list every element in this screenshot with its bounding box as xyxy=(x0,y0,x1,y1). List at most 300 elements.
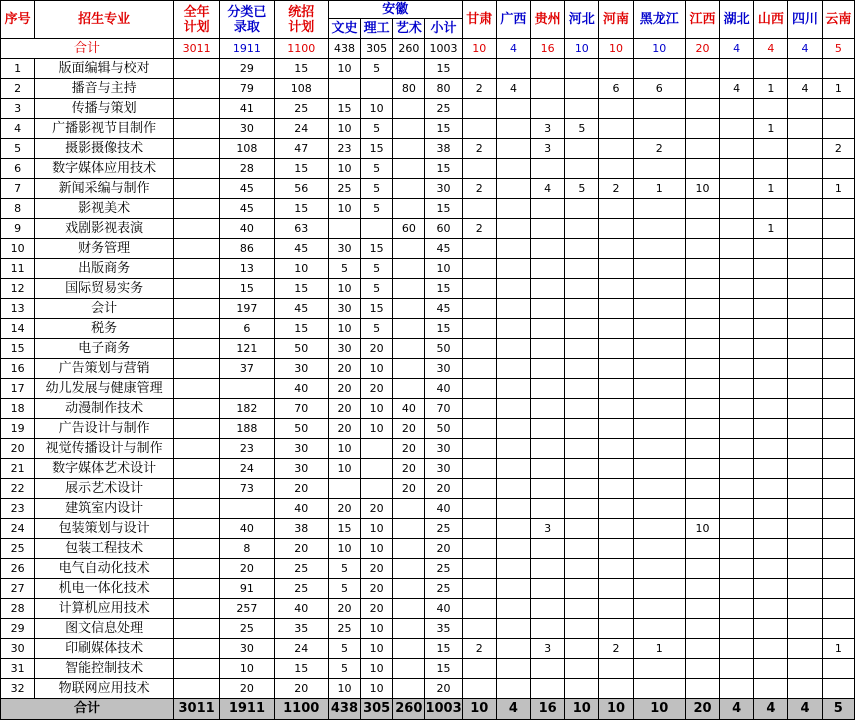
row-major: 广告设计与制作 xyxy=(35,419,174,439)
row-cell xyxy=(565,359,599,379)
row-cell xyxy=(754,259,788,279)
row-cell xyxy=(393,639,425,659)
row-cell xyxy=(393,359,425,379)
row-cell: 2 xyxy=(599,639,633,659)
row-cell xyxy=(685,539,719,559)
row-cell xyxy=(496,359,530,379)
row-cell: 30 xyxy=(425,179,462,199)
row-cell: 24 xyxy=(220,459,274,479)
row-cell xyxy=(531,439,565,459)
row-cell xyxy=(565,279,599,299)
row-cell xyxy=(685,419,719,439)
row-cell xyxy=(393,199,425,219)
row-cell xyxy=(788,179,822,199)
summary-bottom-cell: 4 xyxy=(496,699,530,720)
row-cell xyxy=(173,679,219,699)
summary-bottom-cell: 4 xyxy=(754,699,788,720)
row-cell xyxy=(173,539,219,559)
row-cell: 25 xyxy=(274,99,328,119)
header-plan-full-year: 全年 计划 xyxy=(173,1,219,39)
row-cell: 2 xyxy=(822,139,854,159)
summary-top-cell: 4 xyxy=(496,39,530,59)
row-cell xyxy=(393,179,425,199)
row-major: 版面编辑与校对 xyxy=(35,59,174,79)
row-cell: 2 xyxy=(462,219,496,239)
row-cell: 25 xyxy=(274,579,328,599)
row-cell xyxy=(754,359,788,379)
row-cell xyxy=(496,119,530,139)
row-cell: 25 xyxy=(425,99,462,119)
row-cell: 197 xyxy=(220,299,274,319)
row-cell: 25 xyxy=(274,559,328,579)
row-cell xyxy=(754,639,788,659)
row-cell xyxy=(599,139,633,159)
row-cell xyxy=(173,579,219,599)
summary-top-cell: 16 xyxy=(531,39,565,59)
row-cell xyxy=(788,159,822,179)
row-cell: 45 xyxy=(274,299,328,319)
row-cell: 5 xyxy=(361,199,393,219)
row-seq: 18 xyxy=(1,399,35,419)
row-cell xyxy=(599,199,633,219)
row-cell: 10 xyxy=(220,659,274,679)
row-cell xyxy=(720,139,754,159)
row-cell xyxy=(822,579,854,599)
row-cell xyxy=(462,479,496,499)
row-cell xyxy=(173,219,219,239)
row-cell xyxy=(788,139,822,159)
row-cell xyxy=(633,59,685,79)
row-cell: 45 xyxy=(425,299,462,319)
row-cell: 35 xyxy=(425,619,462,639)
row-cell xyxy=(462,199,496,219)
row-major: 出版商务 xyxy=(35,259,174,279)
row-cell xyxy=(633,559,685,579)
row-cell xyxy=(822,619,854,639)
row-cell xyxy=(788,659,822,679)
row-cell xyxy=(754,479,788,499)
row-seq: 5 xyxy=(1,139,35,159)
row-cell xyxy=(462,119,496,139)
row-major: 税务 xyxy=(35,319,174,339)
row-major: 数字媒体应用技术 xyxy=(35,159,174,179)
row-cell: 70 xyxy=(425,399,462,419)
row-cell xyxy=(788,479,822,499)
row-seq: 10 xyxy=(1,239,35,259)
row-cell xyxy=(496,559,530,579)
row-cell xyxy=(633,499,685,519)
row-cell xyxy=(496,659,530,679)
row-cell xyxy=(496,159,530,179)
header-province-hubei: 湖北 xyxy=(720,1,754,39)
header-province-jiangxi: 江西 xyxy=(685,1,719,39)
row-cell xyxy=(496,459,530,479)
row-cell xyxy=(496,619,530,639)
row-cell xyxy=(754,399,788,419)
row-cell xyxy=(685,579,719,599)
row-cell: 10 xyxy=(685,179,719,199)
row-cell: 20 xyxy=(274,679,328,699)
row-cell xyxy=(173,599,219,619)
row-cell: 6 xyxy=(220,319,274,339)
row-cell xyxy=(822,59,854,79)
row-cell: 15 xyxy=(425,199,462,219)
row-cell xyxy=(393,139,425,159)
row-cell xyxy=(599,659,633,679)
row-cell xyxy=(720,399,754,419)
row-cell xyxy=(565,499,599,519)
row-cell: 10 xyxy=(328,119,360,139)
row-cell: 56 xyxy=(274,179,328,199)
summary-top-cell: 260 xyxy=(393,39,425,59)
row-cell: 30 xyxy=(425,439,462,459)
row-cell xyxy=(720,99,754,119)
row-cell: 45 xyxy=(220,179,274,199)
header-province-guangxi: 广西 xyxy=(496,1,530,39)
summary-top-cell: 1911 xyxy=(220,39,274,59)
row-cell xyxy=(462,279,496,299)
row-cell xyxy=(393,379,425,399)
row-cell xyxy=(754,579,788,599)
row-cell: 10 xyxy=(328,59,360,79)
header-major: 招生专业 xyxy=(35,1,174,39)
header-province-shanxi: 山西 xyxy=(754,1,788,39)
row-major: 广告策划与营销 xyxy=(35,359,174,379)
row-cell: 25 xyxy=(425,519,462,539)
row-seq: 7 xyxy=(1,179,35,199)
table-row xyxy=(1,259,855,279)
row-cell: 10 xyxy=(361,519,393,539)
row-cell xyxy=(462,419,496,439)
row-cell xyxy=(685,639,719,659)
row-cell: 29 xyxy=(220,59,274,79)
row-cell xyxy=(173,619,219,639)
row-cell xyxy=(361,479,393,499)
row-cell xyxy=(531,299,565,319)
row-cell xyxy=(496,239,530,259)
row-cell xyxy=(599,279,633,299)
row-cell xyxy=(565,519,599,539)
table-row xyxy=(1,579,855,599)
row-cell xyxy=(173,439,219,459)
row-cell xyxy=(393,279,425,299)
row-cell: 20 xyxy=(274,539,328,559)
row-cell xyxy=(633,159,685,179)
row-cell: 38 xyxy=(274,519,328,539)
row-cell xyxy=(599,399,633,419)
row-cell xyxy=(599,339,633,359)
table-row xyxy=(1,359,855,379)
row-cell xyxy=(685,59,719,79)
row-cell xyxy=(393,259,425,279)
row-cell xyxy=(685,119,719,139)
summary-top-cell: 10 xyxy=(462,39,496,59)
row-cell xyxy=(565,159,599,179)
table-row xyxy=(1,119,855,139)
row-cell xyxy=(531,539,565,559)
row-cell xyxy=(462,59,496,79)
row-cell xyxy=(720,119,754,139)
row-cell: 35 xyxy=(274,619,328,639)
row-cell xyxy=(361,459,393,479)
row-cell xyxy=(173,399,219,419)
row-cell xyxy=(462,319,496,339)
row-cell xyxy=(822,279,854,299)
row-cell: 25 xyxy=(425,559,462,579)
row-seq: 13 xyxy=(1,299,35,319)
row-cell: 20 xyxy=(220,559,274,579)
row-seq: 2 xyxy=(1,79,35,99)
row-cell: 4 xyxy=(496,79,530,99)
summary-bottom-cell: 3011 xyxy=(173,699,219,720)
table-row xyxy=(1,459,855,479)
summary-bottom-cell: 4 xyxy=(720,699,754,720)
row-cell xyxy=(462,619,496,639)
table-row xyxy=(1,539,855,559)
row-cell: 15 xyxy=(274,199,328,219)
row-cell: 5 xyxy=(361,159,393,179)
row-cell xyxy=(633,379,685,399)
row-cell xyxy=(720,319,754,339)
row-cell xyxy=(822,199,854,219)
row-cell xyxy=(633,359,685,379)
header-anhui-ligong: 理工 xyxy=(361,19,393,39)
row-cell xyxy=(822,399,854,419)
row-major: 广播影视节目制作 xyxy=(35,119,174,139)
row-cell: 10 xyxy=(274,259,328,279)
row-cell xyxy=(633,219,685,239)
summary-bottom-cell: 1911 xyxy=(220,699,274,720)
row-cell xyxy=(633,539,685,559)
table-row xyxy=(1,199,855,219)
row-cell xyxy=(788,279,822,299)
row-cell xyxy=(531,579,565,599)
row-cell xyxy=(754,499,788,519)
row-major: 幼儿发展与健康管理 xyxy=(35,379,174,399)
row-cell xyxy=(462,159,496,179)
row-cell xyxy=(173,479,219,499)
row-cell xyxy=(565,59,599,79)
row-major: 数字媒体艺术设计 xyxy=(35,459,174,479)
row-cell: 40 xyxy=(274,599,328,619)
row-cell xyxy=(754,59,788,79)
row-cell: 10 xyxy=(361,679,393,699)
row-cell: 20 xyxy=(393,459,425,479)
row-cell xyxy=(685,319,719,339)
row-cell xyxy=(496,539,530,559)
row-cell xyxy=(685,299,719,319)
row-cell xyxy=(822,599,854,619)
row-cell: 20 xyxy=(328,419,360,439)
row-cell xyxy=(531,279,565,299)
row-cell xyxy=(685,339,719,359)
row-cell xyxy=(531,459,565,479)
row-cell xyxy=(393,239,425,259)
row-cell xyxy=(685,599,719,619)
row-cell: 86 xyxy=(220,239,274,259)
row-cell xyxy=(565,339,599,359)
header-admitted: 分类已 录取 xyxy=(220,1,274,39)
row-cell: 5 xyxy=(565,179,599,199)
row-cell xyxy=(720,439,754,459)
row-cell: 25 xyxy=(328,619,360,639)
row-seq: 23 xyxy=(1,499,35,519)
row-cell xyxy=(633,339,685,359)
row-cell xyxy=(531,659,565,679)
row-cell xyxy=(462,259,496,279)
row-cell xyxy=(220,499,274,519)
row-cell xyxy=(599,379,633,399)
row-cell: 5 xyxy=(328,559,360,579)
row-cell xyxy=(633,619,685,639)
row-cell: 10 xyxy=(328,279,360,299)
row-cell: 1 xyxy=(822,639,854,659)
table-row xyxy=(1,299,855,319)
row-cell xyxy=(633,419,685,439)
summary-bottom-cell: 10 xyxy=(565,699,599,720)
row-cell xyxy=(685,279,719,299)
row-cell: 10 xyxy=(425,259,462,279)
summary-bottom-row xyxy=(1,699,855,720)
row-cell: 15 xyxy=(328,99,360,119)
row-cell xyxy=(685,559,719,579)
row-cell xyxy=(788,539,822,559)
row-cell: 5 xyxy=(565,119,599,139)
summary-bottom-cell: 4 xyxy=(788,699,822,720)
row-cell: 5 xyxy=(328,259,360,279)
header-anhui: 安徽 xyxy=(328,1,462,19)
row-seq: 20 xyxy=(1,439,35,459)
row-cell xyxy=(328,79,360,99)
row-cell xyxy=(565,659,599,679)
row-cell: 91 xyxy=(220,579,274,599)
row-cell: 20 xyxy=(328,379,360,399)
row-cell xyxy=(496,279,530,299)
row-cell: 20 xyxy=(361,559,393,579)
row-cell: 15 xyxy=(274,279,328,299)
row-cell: 6 xyxy=(633,79,685,99)
row-cell xyxy=(754,599,788,619)
row-seq: 27 xyxy=(1,579,35,599)
row-major: 图文信息处理 xyxy=(35,619,174,639)
summary-top-cell: 438 xyxy=(328,39,360,59)
header-anhui-wenshi: 文史 xyxy=(328,19,360,39)
row-cell xyxy=(599,619,633,639)
header-province-sichuan: 四川 xyxy=(788,1,822,39)
row-cell: 15 xyxy=(361,139,393,159)
row-cell: 15 xyxy=(425,59,462,79)
row-cell: 30 xyxy=(274,359,328,379)
row-cell xyxy=(685,199,719,219)
row-cell: 23 xyxy=(220,439,274,459)
row-cell xyxy=(633,199,685,219)
row-cell xyxy=(788,399,822,419)
row-cell xyxy=(173,259,219,279)
summary-top-cell: 4 xyxy=(720,39,754,59)
row-cell xyxy=(496,499,530,519)
table-row xyxy=(1,339,855,359)
row-cell xyxy=(173,639,219,659)
row-cell xyxy=(462,399,496,419)
row-cell: 10 xyxy=(328,199,360,219)
row-cell xyxy=(685,99,719,119)
row-cell: 1 xyxy=(822,79,854,99)
row-cell: 5 xyxy=(361,279,393,299)
row-cell: 30 xyxy=(220,119,274,139)
row-cell xyxy=(788,679,822,699)
row-cell xyxy=(754,139,788,159)
table-row xyxy=(1,379,855,399)
row-major: 电气自动化技术 xyxy=(35,559,174,579)
row-cell: 63 xyxy=(274,219,328,239)
row-cell xyxy=(496,379,530,399)
row-cell: 10 xyxy=(361,639,393,659)
row-cell: 15 xyxy=(361,299,393,319)
row-seq: 32 xyxy=(1,679,35,699)
row-cell xyxy=(599,539,633,559)
row-cell xyxy=(720,199,754,219)
row-cell xyxy=(496,639,530,659)
row-cell xyxy=(599,579,633,599)
row-cell xyxy=(599,159,633,179)
table-row xyxy=(1,159,855,179)
row-cell xyxy=(788,199,822,219)
summary-bottom-label: 合计 xyxy=(1,699,174,720)
row-cell xyxy=(720,299,754,319)
row-cell xyxy=(788,639,822,659)
row-cell xyxy=(754,659,788,679)
row-cell: 1 xyxy=(754,79,788,99)
row-cell: 182 xyxy=(220,399,274,419)
table-row xyxy=(1,679,855,699)
row-cell: 15 xyxy=(425,119,462,139)
row-cell xyxy=(496,259,530,279)
row-cell xyxy=(531,359,565,379)
row-cell xyxy=(685,79,719,99)
row-cell: 10 xyxy=(361,399,393,419)
row-cell: 50 xyxy=(425,419,462,439)
row-cell: 25 xyxy=(328,179,360,199)
row-cell xyxy=(754,339,788,359)
row-cell xyxy=(173,499,219,519)
row-cell: 108 xyxy=(274,79,328,99)
row-cell xyxy=(754,539,788,559)
row-seq: 16 xyxy=(1,359,35,379)
summary-top-cell: 4 xyxy=(754,39,788,59)
row-cell: 23 xyxy=(328,139,360,159)
row-cell xyxy=(173,79,219,99)
row-major: 展示艺术设计 xyxy=(35,479,174,499)
table-row xyxy=(1,99,855,119)
row-cell xyxy=(173,559,219,579)
row-cell xyxy=(822,419,854,439)
row-cell xyxy=(685,259,719,279)
row-cell xyxy=(599,259,633,279)
row-major: 新闻采编与制作 xyxy=(35,179,174,199)
row-cell xyxy=(173,59,219,79)
row-major: 影视美术 xyxy=(35,199,174,219)
row-cell xyxy=(393,159,425,179)
row-cell: 10 xyxy=(361,359,393,379)
row-major: 物联网应用技术 xyxy=(35,679,174,699)
row-cell xyxy=(565,259,599,279)
row-cell xyxy=(822,319,854,339)
row-cell xyxy=(788,579,822,599)
row-cell xyxy=(496,99,530,119)
row-seq: 9 xyxy=(1,219,35,239)
row-cell xyxy=(720,519,754,539)
row-cell xyxy=(788,519,822,539)
